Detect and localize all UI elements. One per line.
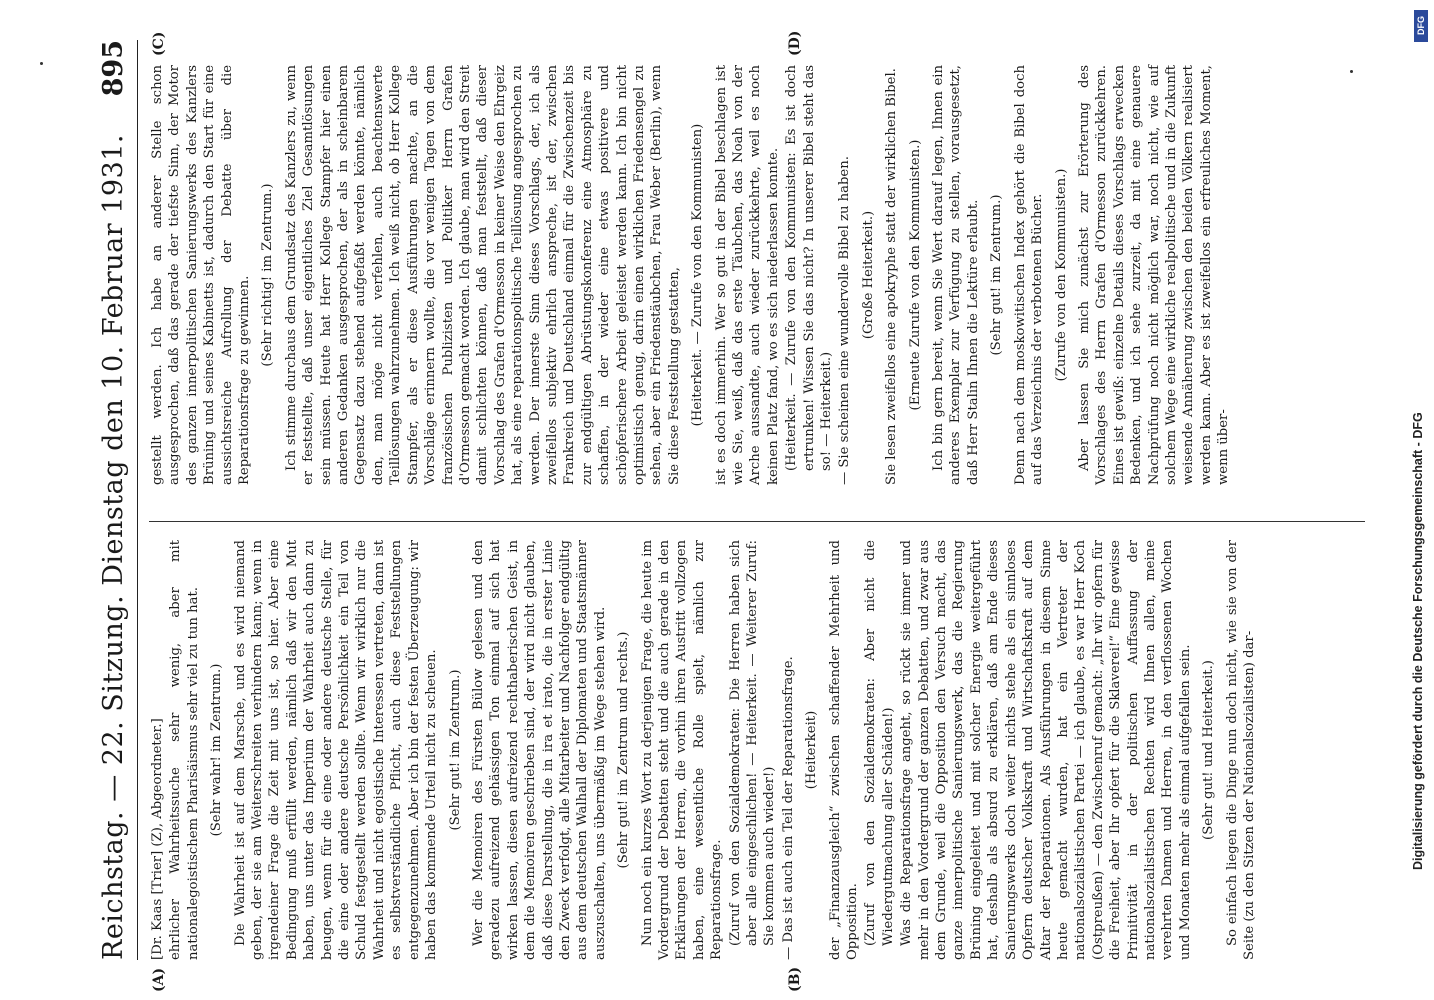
dfg-logo-icon: DFG [1414, 10, 1428, 42]
paragraph: Sie lesen zweifellos eine apokryphe statt der wirklichen Bibel. [884, 68, 900, 485]
paragraph: ist es doch immerhin. Wer so gut in der Bibel beschlagen ist wie Sie, weiß, daß das erste Täubchen, das Noah von der Arche aussandte, auch wieder zurückkehrte, weil es noch keinen Platz fand, wo es sich niederlassen konnte. [713, 65, 781, 485]
interjection: (Erneute Zurufe von den Kommunisten.) [907, 139, 923, 411]
column-divider [149, 521, 1365, 522]
right-column [149, 65, 1234, 485]
interjection: (Zurufe von den Kommunisten.) [1053, 168, 1069, 382]
margin-mark-a: (A) [151, 967, 167, 992]
paragraph: So einfach liegen die Dinge nun doch nicht, wie sie von der Seite (zu den Sitzen der Nationalsozialisten) dar- [1224, 540, 1257, 960]
digitization-credit: Digitalisierung gefördert durch die Deutsche Forschungsgemeinschaft - DFG [1411, 412, 1425, 870]
interjection: (Heiterkeit. — Zurufe von den Kommunisten) [690, 123, 706, 427]
interjection: (Sehr gut! im Zentrum.) [447, 669, 463, 831]
paragraph: Ich bin gern bereit, wenn Sie Wert darauf legen, Ihnen ein anderes Exemplar zur Verfügung zu stellen, vorausgesetzt, daß Herr Stalin Ihnen die Lektüre erlaubt. [931, 65, 981, 485]
interjection: (Heiterkeit. — Zurufe von den Kommunisten: Es ist doch ertrunken! Wissen Sie das nicht? In unserer Bibel steht das so! — Heiterkeit.) [784, 65, 835, 471]
paragraph: — Das ist auch ein Teil der Reparationsfrage. [780, 656, 796, 960]
scan-speck [1350, 70, 1353, 73]
margin-mark-d: (D) [787, 30, 803, 56]
document-page [67, 0, 1417, 1000]
interjection: (Sehr wahr! im Zentrum.) [209, 663, 225, 837]
paragraph: Wer die Memoiren des Fürsten Bülow gelesen und den geradezu aufreizend gehässigen Ton einmal auf sich hat wirken lassen, diesen aufreizend rechthaberischen Geist, in dem die Memoiren geschrieben sind, der wird nicht glauben, daß diese Darstellung, die in ira et irato, die in erster Linie den Zweck verfolgt, alle Mitarbeiter und Nachfolger endgültig aus dem deutschen Walhall der Diplomaten und Staatsmänner auszuschalten, uns übermäßig im Wege stehen wird. [470, 540, 608, 960]
paragraph: Nun noch ein kurzes Wort zu derjenigen Frage, die heute im Vordergrund der Debatten steht und die auch gerade in den Erklärungen der Herren, die vorhin ihren Austritt vollzogen haben, eine wesentliche Rolle spielt, nämlich zur Reparationsfrage. [639, 540, 725, 960]
paragraph: Was die Reparationsfrage angeht, so rückt sie immer und mehr in den Vordergrund der ganzen Debatten, und zwar aus dem Grunde, weil die Opposition den Versuch macht, das ganze innerpolitische Sanierungswerk, das die Regierung Brüning eingeleitet und mit solcher Energie weitergeführt hat, deshalb als absurd zu erklären, daß am Ende dieses Sanierungswerks doch weiter nichts stehe als ein sinnloses Opfern deutscher Volkskraft und Wirtschaftskraft auf dem Altar der Reparationen. Als Ausführungen in diesem Sinne heute gemacht wurden, hat ein Vertreter der nationalsozialistischen Partei — ich glaube, es war Herr Koch (Ostpreußen) — den Zwischenruf gemacht: „Ihr wir opfern für die Freiheit, aber Ihr opfert für die Sklaverei!“ Eine gewisse Primitivität in der politischen Auffassung der nationalsozialistischen Rechten wird Ihnen allen, meine verehrten Damen und Herren, in den verflossenen Wochen und Monaten mehr als einmal aufgefallen sein. [899, 540, 1193, 960]
interjection: (Sehr gut! im Zentrum und rechts.) [616, 631, 632, 869]
paragraph: ehrlicher Wahrheitssuche sehr wenig, aber mit nationalegoistischem Pharisäismus sehr viel zu tun hat. [168, 540, 201, 960]
scan-speck [40, 62, 43, 65]
paragraph: Aber lassen Sie mich zunächst zur Erörterung des Vorschlages des Herrn Grafen d'Ormesson zurückkehren. Eines ist gewiß: einzelne Details dieses Vorschlags erwecken Bedenken, und ich sehe zurzeit, da mit eine genauere Nachprüfung noch nicht möglich war, noch nicht, wie auf solchem Wege eine wirkliche realpolitische und in die Zukunft weisende Annäherung zwischen den beiden Völkern realisiert werden kann. Aber es ist zweifellos ein erfreuliches Moment, wenn über- [1076, 65, 1232, 485]
page-number: 895 [98, 40, 129, 97]
paragraph: gestellt werden. Ich habe an anderer Stelle schon ausgesprochen, daß das gerade der tiefste Sinn, der Motor des ganzen innerpolitischen Sanierungswerks des Kanzlers Brüning und seines Kabinetts ist, dadurch den Start für eine aussichtsreiche Aufrollung der Debatte über die Reparationsfrage zu gewinnen. [150, 65, 253, 485]
margin-mark-b: (B) [787, 966, 803, 992]
interjection: (Sehr richtig! im Zentrum.) [260, 183, 276, 367]
left-column [149, 540, 1259, 960]
page-header [89, 40, 138, 960]
paragraph: Ich stimme durchaus dem Grundsatz des Kanzlers zu, wenn er feststellte, daß unser eigentliches Ziel Gesamtlösungen sein müssen. Heute hat Herr Kollege Stampfer hier einen anderen Gedanken ausgesprochen, der als in scheinbarem Gegensatz dazu stehend aufgefaßt werden könnte, nämlich den, man möge nicht verfehlen, auch beachtenswerte Teillösungen wahrzunehmen. Ich weiß nicht, ob Herr Kollege Stampfer, als er diese Ausführungen machte, an die Vorschläge erinnern wollte, die vor wenigen Tagen von dem französischen Publizisten und Politiker Herrn Grafen d'Ormesson gemacht worden. Ich glaube, man wird den Streit damit schlichten können, daß man feststellt, daß dieser Vorschlag des Grafen d'Ormesson in keiner Weise den Ehrgeiz hat, als eine reparationspolitische Teillösung angesprochen zu werden. Der innerste Sinn dieses Vorschlags, der, ich als zweifellos subjektiv ehrlich anspreche, ist der, zwischen Frankreich und Deutschland einmal für die Zwischenzeit bis zur endgültigen Abrüstungskonferenz eine Atmosphäre zu schaffen, in der wieder eine etwas positivere und schöpferischere Arbeit geleistet werden kann. Ich bin nicht optimistisch genug, darin einen wirklichen Friedensengel zu sehen, aber ein Friedenstäubchen, Frau Weber (Berlin), wenn Sie diese Feststellung gestatten, [283, 65, 682, 485]
speaker-line: [Dr. Kaas [Trier] (Z), Abgeordneter.] [150, 718, 165, 960]
paragraph: — Sie scheinen eine wundervolle Bibel zu haben. [837, 156, 853, 485]
paragraph: Denn nach dem moskowitischen Index gehört die Bibel doch auf das Verzeichnis der verbotenen Bücher. [1012, 65, 1046, 485]
margin-mark-c: (C) [151, 31, 167, 56]
interjection: (Sehr gut! im Zentrum.) [989, 194, 1005, 356]
running-title: Reichstag. — 22. Sitzung. Dienstag den 10. Februar 1931. [98, 133, 129, 960]
interjection: (Große Heiterkeit.) [860, 210, 876, 340]
interjection: (Heiterkeit) [804, 710, 820, 790]
interjection: (Zuruf von den Sozialdemokraten: Die Herren haben sich aber alle eingeschlichen! — Heiterkeit. — Weiterer Zuruf: Sie kommen auch wieder!) [727, 540, 778, 946]
interjection: (Sehr gut! und Heiterkeit.) [1201, 660, 1217, 840]
interjection: (Zuruf von den Sozialdemokraten: Aber nicht die Wiedergutmachung aller Schäden!) [863, 540, 896, 946]
paragraph: der „Finanzausgleich“ zwischen schaffender Mehrheit und Opposition. [827, 540, 861, 960]
paragraph: Die Wahrheit ist auf dem Marsche, und es wird niemand geben, der sie am Weiterschreiten verhindern kann; wenn in irgendeiner Frage die Zeit mit uns ist, so hier. Aber eine Bedingung muß erfüllt werden, nämlich daß wir den Mut haben, uns unter das Imperium der Wahrheit auch dann zu beugen, wenn für die eine oder andere deutsche Stelle, für die eine oder andere deutsche Persönlichkeit ein Teil von Schuld festgestellt werden sollte. Wenn wir wirklich nur die Wahrheit und nicht egoistische Interessen vertreten, dann ist es selbstverständliche Pflicht, auch diese Feststellungen entgegenzunehmen. Aber ich bin der festen Überzeugung: wir haben das kommende Urteil nicht zu scheuen. [232, 540, 440, 960]
